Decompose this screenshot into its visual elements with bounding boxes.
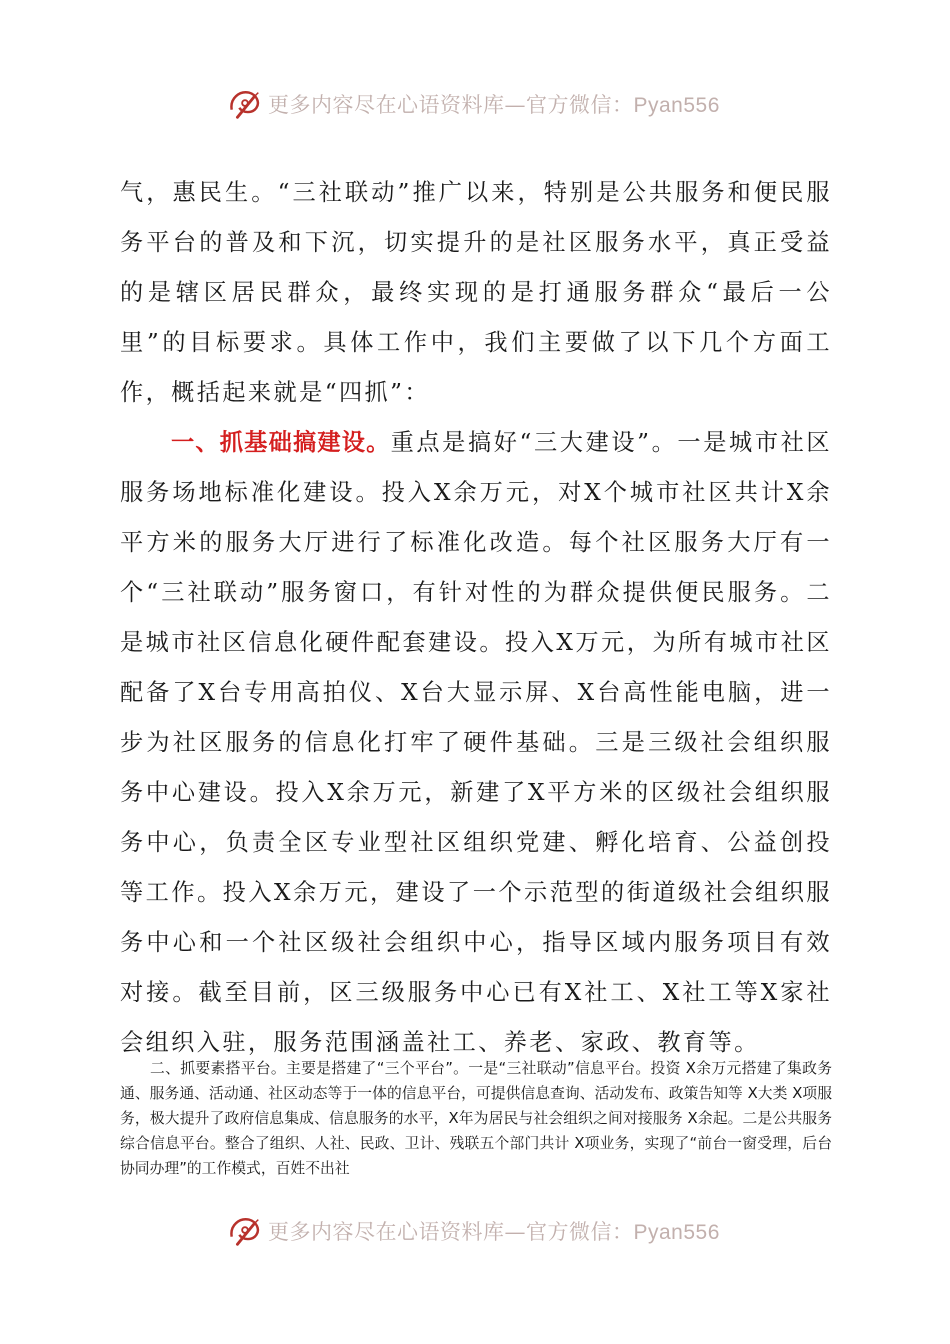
wechat-id: Pyan556: [633, 1221, 720, 1244]
wechat-id: Pyan556: [633, 94, 720, 117]
section-2-paragraph: 二、抓要素搭平台。主要是搭建了“三个平台”。一是“三社联动”信息平台。投资 X余万元搭建了集政务通、服务通、活动通、社区动态等于一体的信息平台，可提供信息查询、活动发布、政策告知等 X大类 X项服务，极大提升了政府信息集成、信息服务的水平，X年为居民与社会组织之间对接服务 X余起。二是公共服务综合信息平台。整合了组织、人社、民政、卫计、残联五个部门共计 X项业务，实现了“前台一窗受理，后台协同办理”的工作模式，百姓不出社: [120, 1060, 832, 1177]
main-body: [120, 168, 832, 1068]
logo-icon: [226, 85, 264, 123]
header-banner: [226, 84, 720, 124]
footer-banner: [226, 1211, 720, 1251]
section-1-body: 重点是搞好“三大建设”。一是城市社区服务场地标准化建设。投入X余万元，对X个城市社区共计X余平方米的服务大厅进行了标准化改造。每个社区服务大厅有一个“三社联动”服务窗口，有针对性的为群众提供便民服务。二是城市社区信息化硬件配套建设。投入X万元，为所有城市社区配备了X台专用高拍仪、X台大显示屏、X台高性能电脑，进一步为社区服务的信息化打牢了硬件基础。三是三级社会组织服务中心建设。投入X余万元，新建了X平方米的区级社会组织服务中心，负责全区专业型社区组织党建、孵化培育、公益创投等工作。投入X余万元，建设了一个示范型的街道级社会组织服务中心和一个社区级社会组织中心，指导区域内服务项目有效对接。截至目前，区三级服务中心已有X社工、X社工等X家社会组织入驻，服务范围涵盖社工、养老、家政、教育等。: [120, 429, 832, 1056]
section-1-paragraph: [120, 418, 832, 1068]
section-1-heading: 一、抓基础搞建设。: [171, 429, 391, 456]
paragraph-1: 气，惠民生。“三社联动”推广以来，特别是公共服务和便民服务平台的普及和下沉，切实提升的是社区服务水平，真正受益的是辖区居民群众，最终实现的是打通服务群众“最后一公里”的目标要求。具体工作中，我们主要做了以下几个方面工作，概括起来就是“四抓”：: [120, 179, 832, 406]
banner-text: 更多内容尽在心语资料库—官方微信：Pyan556: [268, 1220, 720, 1244]
logo-icon: [226, 1212, 264, 1250]
section-2-small-text: [120, 1056, 832, 1181]
banner-text: 更多内容尽在心语资料库—官方微信：Pyan556: [268, 93, 720, 117]
